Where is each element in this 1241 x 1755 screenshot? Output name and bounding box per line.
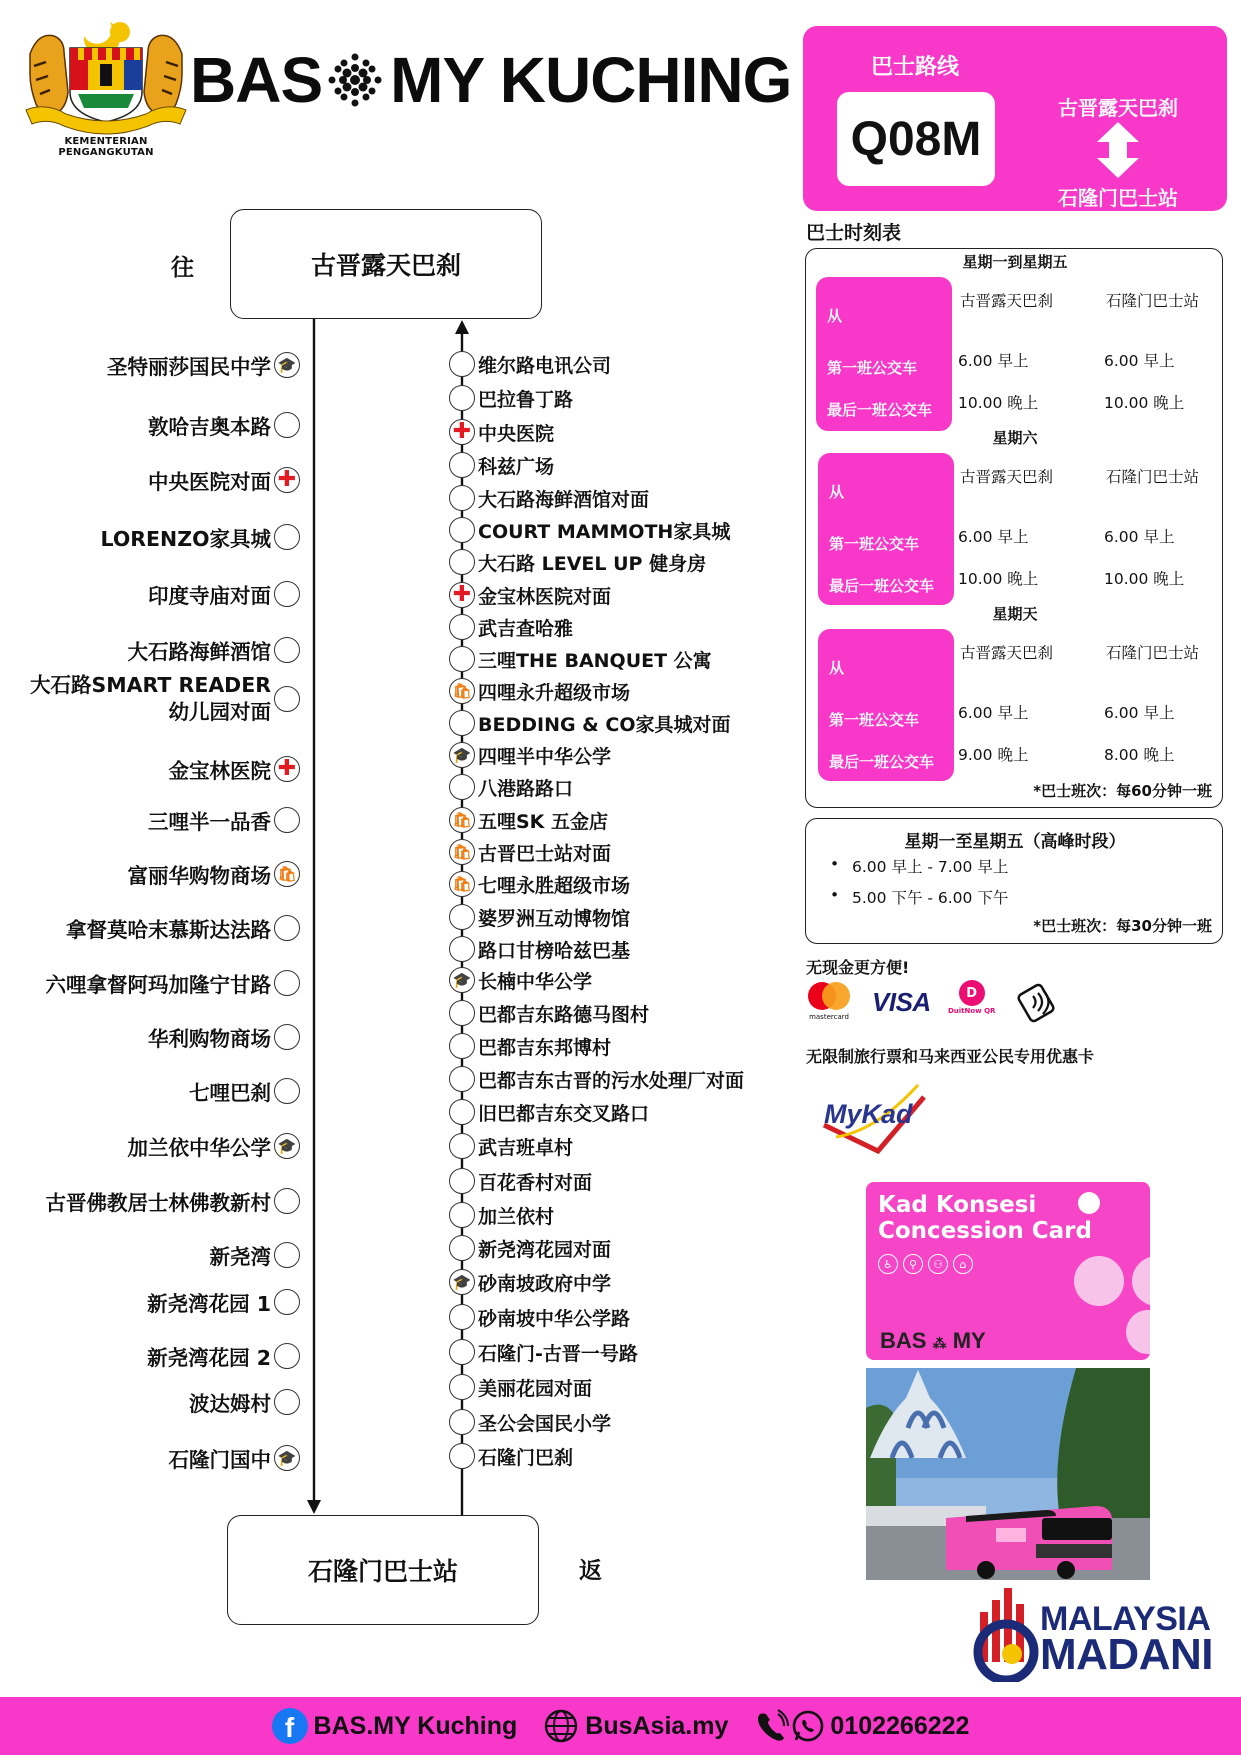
- brand-bas: BAS: [190, 44, 323, 116]
- return-stop: [449, 773, 573, 801]
- return-stop: [449, 516, 730, 544]
- outbound-stop: [210, 1241, 301, 1269]
- stop-name: 大石路 LEVEL UP 健身房: [478, 552, 707, 575]
- stop-name: 华利购物商场: [148, 1027, 271, 1051]
- stop-name: 六哩拿督阿玛加隆宁甘路: [45, 973, 271, 997]
- return-stop: [449, 903, 630, 931]
- stop-name: 旧巴都吉东交叉路口: [478, 1102, 650, 1125]
- return-stop: [449, 966, 592, 994]
- hospital-icon: ✚: [274, 756, 300, 782]
- hospital-icon: ✚: [449, 419, 475, 445]
- stop-circle-icon: [274, 581, 300, 607]
- last-bus-destination: 8.00 晚上: [1104, 746, 1175, 764]
- outbound-stop: [189, 1388, 300, 1416]
- outbound-stop: [128, 636, 301, 664]
- stop-name: 新尧湾花园 1: [147, 1292, 271, 1316]
- return-stop: [449, 1201, 554, 1229]
- return-stop: [449, 451, 554, 479]
- stop-name: 武吉查哈雅: [478, 617, 574, 640]
- stop-name: 百花香村对面: [478, 1171, 593, 1194]
- outbound-stop: [148, 466, 300, 494]
- return-arrow-icon: [455, 320, 469, 334]
- timetable-label-panel: [818, 453, 954, 605]
- stop-name: 四哩半中华公学: [478, 745, 612, 768]
- stop-name: 武吉班卓村: [478, 1136, 574, 1159]
- outbound-stop: [189, 1077, 300, 1105]
- stop-name: 金宝林医院对面: [478, 585, 612, 608]
- last-bus-origin: 10.00 晚上: [958, 394, 1039, 412]
- concession-title: 无限制旅行票和马来西亚公民专用优惠卡: [806, 1047, 1095, 1066]
- concession-card: [866, 1182, 1150, 1360]
- route-destination: 石隆门巴士站: [1058, 186, 1178, 210]
- stop-circle-icon: [274, 686, 300, 712]
- stop-name: 五哩SK 五金店: [478, 810, 609, 833]
- stop-circle-icon: [449, 1304, 475, 1330]
- timetable-day-heading: 星期天: [992, 605, 1038, 623]
- stop-circle-icon: [449, 614, 475, 640]
- stop-name: 路口甘榜哈兹巴基: [478, 939, 631, 962]
- top-terminal: 古晋露天巴刹: [230, 209, 542, 319]
- route-label: 巴士路线: [870, 55, 959, 80]
- stop-name: 长楠中华公学: [478, 970, 593, 993]
- timetable-row-label: 从: [829, 483, 845, 501]
- stop-circle-icon: [274, 970, 300, 996]
- stop-name: 中央医院对面: [148, 470, 271, 494]
- stop-name: 三哩半一品香: [148, 810, 271, 834]
- peak-hours-item: • 6.00 早上 - 7.00 早上: [832, 855, 1008, 877]
- return-stop: [449, 1167, 592, 1195]
- stop-circle-icon: [449, 1000, 475, 1026]
- stop-circle-icon: [274, 524, 300, 550]
- last-bus-origin: 9.00 晚上: [958, 746, 1029, 764]
- stop-circle-icon: [449, 1443, 475, 1469]
- stop-circle-icon: [449, 517, 475, 543]
- footer-bar: [0, 1697, 1241, 1755]
- wheelchair-icon: ♿: [878, 1254, 898, 1274]
- school-icon: 🎓: [274, 352, 300, 378]
- stop-circle-icon: [274, 637, 300, 663]
- outbound-stop: [46, 969, 301, 997]
- route-info-box: [803, 26, 1227, 211]
- contactless-payment-icon: [1013, 980, 1059, 1024]
- first-bus-origin: 6.00 早上: [958, 528, 1029, 546]
- outbound-stop: [66, 914, 300, 942]
- madani-line1: MALAYSIA: [1040, 1600, 1211, 1638]
- timetable-col-origin: 古晋露天巴刹: [960, 292, 1054, 310]
- outbound-label: 往: [171, 255, 194, 281]
- payment-methods: [806, 980, 1059, 1024]
- stop-name: 四哩永升超级市场: [478, 681, 631, 704]
- timetable-col-destination: 石隆门巴士站: [1106, 468, 1200, 486]
- stop-circle-icon: [449, 1235, 475, 1261]
- stop-name: 新尧湾花园 2: [147, 1346, 271, 1370]
- return-stop: [449, 1065, 744, 1093]
- return-stop: [449, 1234, 611, 1262]
- return-stop: [449, 1098, 649, 1126]
- outbound-stop: [128, 860, 301, 888]
- outbound-stop: [148, 806, 300, 834]
- timetable-frequency-note: *巴士班次：每60分钟一班: [1033, 782, 1212, 800]
- student-icon: ⚇: [928, 1254, 948, 1274]
- brand-dots-icon: [326, 51, 384, 109]
- outbound-stop: [148, 411, 300, 439]
- phone-number: 0102266222: [830, 1711, 970, 1740]
- timetable-row-label: 最后一班公交车: [829, 753, 935, 771]
- stop-circle-icon: [274, 1389, 300, 1415]
- timetable-day-heading: 星期六: [992, 429, 1038, 447]
- stop-circle-icon: [449, 351, 475, 377]
- graduation-icon: ⌂: [953, 1254, 973, 1274]
- facebook-icon: f: [272, 1708, 308, 1744]
- last-bus-origin: 10.00 晚上: [958, 570, 1039, 588]
- stop-circle-icon: [449, 485, 475, 511]
- brand-my-kuching: MY KUCHING: [390, 44, 792, 116]
- stop-name: 婆罗洲互动博物馆: [478, 907, 631, 930]
- stop-name: 敦哈吉奥本路: [148, 415, 271, 439]
- stop-name: 科兹广场: [478, 455, 555, 478]
- stop-circle-icon: [449, 1374, 475, 1400]
- stop-name: 七哩永胜超级市场: [478, 874, 631, 897]
- stop-circle-icon: [449, 549, 475, 575]
- hospital-icon: ✚: [274, 467, 300, 493]
- stop-name: 新尧湾: [209, 1245, 271, 1269]
- stop-circle-icon: [449, 1409, 475, 1435]
- outbound-stop: [169, 755, 301, 783]
- return-stop: [449, 1442, 573, 1470]
- return-stop: [449, 741, 611, 769]
- card-category-icons: [878, 1254, 973, 1274]
- shopping-icon: 🛍: [449, 807, 475, 833]
- school-icon: 🎓: [449, 742, 475, 768]
- stop-circle-icon: [449, 1033, 475, 1059]
- peak-hours-item: • 5.00 下午 - 6.00 下午: [832, 886, 1008, 908]
- stop-circle-icon: [274, 807, 300, 833]
- stop-name: 石隆门-古晋一号路: [478, 1342, 638, 1365]
- ministry-crest: [22, 14, 190, 158]
- mastercard-icon: mastercard: [806, 980, 852, 1024]
- outbound-stop: [169, 1444, 301, 1472]
- return-stop: [449, 1408, 611, 1436]
- stop-name: 古晋佛教居士林佛教新村: [45, 1191, 271, 1215]
- stop-circle-icon: [449, 1066, 475, 1092]
- stop-name: 维尔路电讯公司: [478, 354, 612, 377]
- stop-circle-icon: [449, 1168, 475, 1194]
- stop-circle-icon: [274, 1242, 300, 1268]
- stop-circle-icon: [274, 1188, 300, 1214]
- stop-name: 大石路SMART READER 幼儿园对面: [30, 673, 271, 724]
- return-stop: [449, 350, 611, 378]
- timetable-title: 巴士时刻表: [806, 222, 902, 244]
- timetable-row-label: 从: [829, 659, 845, 677]
- stop-circle-icon: [274, 1024, 300, 1050]
- peak-hours-box: [805, 818, 1223, 944]
- first-bus-destination: 6.00 早上: [1104, 704, 1175, 722]
- madani-emblem-icon: [972, 1582, 1042, 1682]
- timetable-label-panel: [818, 629, 954, 781]
- return-stop: [449, 1132, 573, 1160]
- stop-name: 圣特丽莎国民中学: [107, 355, 271, 379]
- first-bus-destination: 6.00 早上: [1104, 528, 1175, 546]
- stop-circle-icon: [449, 710, 475, 736]
- cashless-title: 无现金更方便!: [806, 958, 910, 977]
- timetable-row-label: 第一班公交车: [829, 711, 920, 729]
- stop-name: 印度寺庙对面: [148, 584, 271, 608]
- return-stop: [449, 838, 611, 866]
- stop-name: 富丽华购物商场: [127, 864, 271, 888]
- coat-of-arms-icon: [22, 14, 190, 136]
- return-stop: [449, 870, 630, 898]
- brand-logo: [190, 40, 791, 120]
- bottom-terminal: 石隆门巴士站: [227, 1515, 539, 1625]
- timetable-col-origin: 古晋露天巴刹: [960, 644, 1054, 662]
- stop-circle-icon: [274, 412, 300, 438]
- shopping-icon: 🛍: [274, 861, 300, 887]
- stop-name: 圣公会国民小学: [478, 1412, 612, 1435]
- outbound-stop: [107, 351, 300, 379]
- return-stop: [449, 484, 649, 512]
- return-stop: [449, 1032, 611, 1060]
- stop-circle-icon: [449, 904, 475, 930]
- outbound-stop: [101, 523, 301, 551]
- timetable-box: [805, 248, 1223, 808]
- return-stop: [449, 1303, 630, 1331]
- stop-name: 石隆门巴刹: [478, 1446, 574, 1469]
- timetable-day-heading: 星期一到星期五: [962, 253, 1068, 271]
- stop-circle-icon: [274, 915, 300, 941]
- stop-name: 砂南坡中华公学路: [478, 1307, 631, 1330]
- stop-circle-icon: [449, 646, 475, 672]
- footer-phone[interactable]: [754, 1708, 969, 1744]
- timetable-row-label: 最后一班公交车: [829, 577, 935, 595]
- first-bus-origin: 6.00 早上: [958, 704, 1029, 722]
- footer-facebook[interactable]: [272, 1708, 518, 1744]
- school-icon: 🎓: [274, 1133, 300, 1159]
- return-stop: [449, 384, 573, 412]
- ministry-name: KEMENTERIAN PENGANGKUTAN: [58, 136, 154, 158]
- school-icon: 🎓: [449, 967, 475, 993]
- mykad-logo: MyKad: [818, 1077, 930, 1157]
- return-stop: [449, 709, 730, 737]
- stop-circle-icon: [449, 385, 475, 411]
- return-stop: [449, 806, 608, 834]
- phone-whatsapp-icon: [754, 1708, 824, 1744]
- stop-name: 八港路路口: [478, 777, 574, 800]
- timetable-col-destination: 石隆门巴士站: [1106, 292, 1200, 310]
- stop-name: 美丽花园对面: [478, 1377, 593, 1400]
- timetable-col-origin: 古晋露天巴刹: [960, 468, 1054, 486]
- timetable-label-panel: [816, 277, 952, 431]
- stop-name: 金宝林医院: [168, 759, 271, 783]
- stop-circle-icon: [449, 452, 475, 478]
- stop-name: 加兰依中华公学: [127, 1136, 271, 1160]
- return-stop: [449, 581, 611, 609]
- stop-circle-icon: [449, 1339, 475, 1365]
- stop-circle-icon: [449, 1099, 475, 1125]
- timetable-row-label: 从: [827, 307, 843, 325]
- stop-circle-icon: [449, 774, 475, 800]
- stop-name: 拿督莫哈末慕斯达法路: [66, 918, 271, 942]
- stop-name: 三哩THE BANQUET 公寓: [478, 649, 712, 672]
- stop-name: 新尧湾花园对面: [478, 1238, 612, 1261]
- school-icon: 🎓: [449, 1269, 475, 1295]
- return-stop: [449, 1373, 592, 1401]
- last-bus-destination: 10.00 晚上: [1104, 570, 1185, 588]
- madani-line2: MADANI: [1040, 1630, 1213, 1679]
- stop-name: 巴都吉东邦博村: [478, 1036, 612, 1059]
- hospital-icon: ✚: [449, 582, 475, 608]
- stop-name: LORENZO家具城: [100, 527, 271, 551]
- visa-icon: VISA: [872, 986, 931, 1017]
- stop-name: 巴都吉东路德马图村: [478, 1003, 650, 1026]
- stop-circle-icon: [449, 1133, 475, 1159]
- stop-name: 大石路海鲜酒馆对面: [478, 488, 650, 511]
- stop-circle-icon: [449, 1202, 475, 1228]
- first-bus-origin: 6.00 早上: [958, 352, 1029, 370]
- card-brand: BAS ⁂ MY: [880, 1328, 986, 1353]
- card-title-line1: Kad Konsesi: [878, 1192, 1037, 1218]
- first-bus-destination: 6.00 早上: [1104, 352, 1175, 370]
- timetable-row-label: 第一班公交车: [827, 359, 918, 377]
- stop-circle-icon: [274, 1343, 300, 1369]
- stop-name: 古晋巴士站对面: [478, 842, 612, 865]
- shopping-icon: 🛍: [449, 871, 475, 897]
- website-url: BusAsia.my: [585, 1711, 729, 1740]
- last-bus-destination: 10.00 晚上: [1104, 394, 1185, 412]
- route-code: Q08M: [837, 92, 995, 186]
- outbound-stop: [148, 1023, 300, 1051]
- bus-photo: [866, 1368, 1150, 1580]
- stop-name: 中央医院: [478, 422, 555, 445]
- return-stop: [449, 645, 712, 673]
- stop-name: 巴拉鲁丁路: [478, 388, 574, 411]
- outbound-stop: [128, 1132, 301, 1160]
- school-icon: 🎓: [274, 1445, 300, 1471]
- outbound-stop: [147, 1342, 300, 1370]
- peak-hours-title: 星期一至星期五（高峰时段）: [904, 832, 1126, 852]
- return-stop: [449, 418, 554, 446]
- shopping-icon: 🛍: [449, 839, 475, 865]
- outbound-stop: [30, 672, 300, 726]
- stop-name: 石隆门国中: [168, 1448, 271, 1472]
- facebook-page-name: BAS.MY Kuching: [313, 1711, 518, 1740]
- card-title-line2: Concession Card: [878, 1218, 1092, 1244]
- globe-icon: [543, 1708, 579, 1744]
- route-origin: 古晋露天巴刹: [1058, 96, 1178, 120]
- stop-name: 加兰依村: [478, 1205, 555, 1228]
- stop-name: BEDDING & CO家具城对面: [478, 713, 731, 736]
- return-stop: [449, 999, 649, 1027]
- malaysia-madani-logo: [972, 1582, 1226, 1682]
- timetable-col-destination: 石隆门巴士站: [1106, 644, 1200, 662]
- peak-frequency-note: *巴士班次：每30分钟一班: [1033, 917, 1212, 935]
- double-arrow-icon: [1095, 122, 1141, 178]
- elderly-icon: ⚲: [903, 1254, 923, 1274]
- stop-name: 七哩巴刹: [189, 1081, 271, 1105]
- footer-website[interactable]: [543, 1708, 728, 1744]
- return-stop: [449, 1268, 611, 1296]
- stop-circle-icon: [274, 1289, 300, 1315]
- stop-circle-icon: [274, 1078, 300, 1104]
- stop-name: 大石路海鲜酒馆: [127, 640, 271, 664]
- duitnow-icon: D DuitNow QR: [951, 980, 993, 1024]
- bus-station-image: [866, 1368, 1150, 1580]
- stop-circle-icon: [449, 936, 475, 962]
- shopping-icon: 🛍: [449, 678, 475, 704]
- timetable-row-label: 最后一班公交车: [827, 401, 933, 419]
- outbound-stop: [147, 1288, 300, 1316]
- return-stop: [449, 613, 573, 641]
- return-stop: [449, 1338, 638, 1366]
- outbound-arrow-icon: [307, 1500, 321, 1514]
- return-stop: [449, 677, 630, 705]
- outbound-stop: [148, 580, 300, 608]
- stop-name: 巴都吉东古晋的污水处理厂对面: [478, 1069, 745, 1092]
- stop-name: 波达姆村: [189, 1392, 271, 1416]
- return-stop: [449, 548, 706, 576]
- return-stop: [449, 935, 630, 963]
- return-label: 返: [579, 1558, 602, 1584]
- stop-name: 砂南坡政府中学: [478, 1272, 612, 1295]
- timetable-row-label: 第一班公交车: [829, 535, 920, 553]
- outbound-stop: [46, 1187, 301, 1215]
- stop-name: COURT MAMMOTH家具城: [478, 520, 731, 543]
